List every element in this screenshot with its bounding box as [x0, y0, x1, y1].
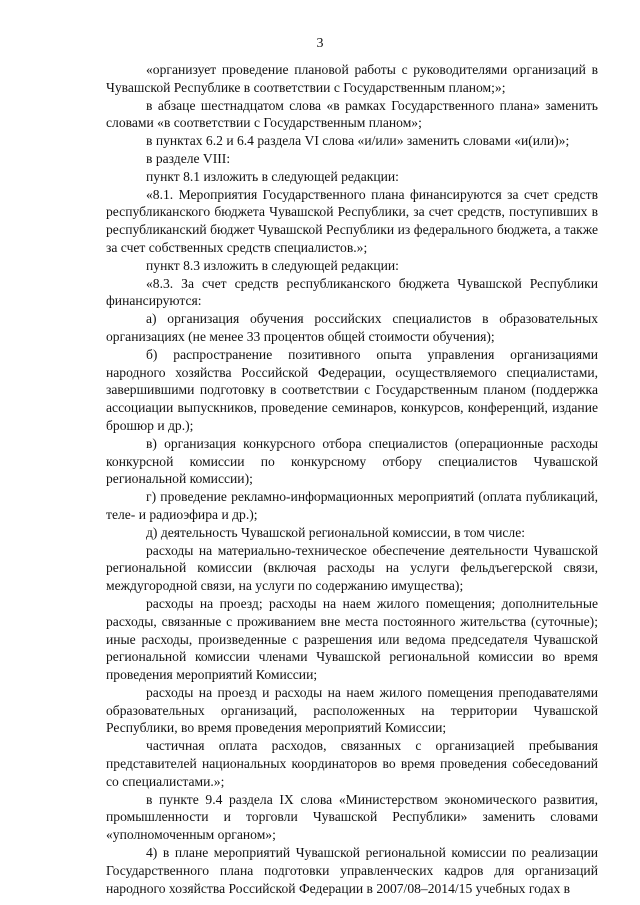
paragraph: в пункте 9.4 раздела IX слова «Министерством экономического развития, промышленности и торговли Чувашской Республики» заменить словами «уполномоченным органом»; — [106, 791, 598, 843]
paragraph: в) организация конкурсного отбора специалистов (операционные расходы конкурсной комиссии по конкурсному отбору специалистов Чувашской региональной комиссии); — [106, 435, 598, 487]
paragraph: расходы на проезд и расходы на наем жилого помещения преподавателями образовательных организаций, расположенных на территории Чувашской Республики, во время проведения мероприятий Комиссии; — [106, 684, 598, 736]
paragraph: «8.1. Мероприятия Государственного плана финансируются за счет средств республиканского бюджета Чувашской Республики, за счет средств, поступивших в республиканский бюджет Чувашской Республики из федерального бюджета, а также за счет собственных средств специалистов.»; — [106, 186, 598, 255]
paragraph: пункт 8.1 изложить в следующей редакции: — [146, 168, 399, 184]
paragraph: «организует проведение плановой работы с руководителями организаций в Чувашской Республике в соответствии с Государственным планом;»; — [106, 62, 598, 95]
paragraph: частичная оплата расходов, связанных с организацией пребывания представителей национальных координаторов во время проведения собеседований со специалистами.»; — [106, 738, 598, 789]
paragraph: расходы на проезд; расходы на наем жилого помещения; дополнительные расходы, связанные с проживанием вне места постоянного жительства (суточные); иные расходы, произведенные с разрешения или ведома председателя Чувашской региональной комиссии членами Чувашской региональной комиссии во время проведения мероприятий Комиссии; — [106, 595, 598, 683]
paragraph: «8.3. За счет средств республиканского бюджета Чувашской Республики финансируются: — [106, 275, 598, 309]
paragraph: г) проведение рекламно-информационных мероприятий (оплата публикаций, теле- и радиоэфира и др.); — [106, 489, 598, 522]
paragraph: в разделе VIII: — [146, 150, 231, 166]
paragraph: д) деятельность Чувашской региональной комиссии, в том числе: — [146, 524, 526, 540]
paragraph: в пунктах 6.2 и 6.4 раздела VI слова «и/или» заменить словами «и(или)»; — [146, 133, 570, 149]
paragraph: пункт 8.3 изложить в следующей редакции: — [146, 257, 399, 273]
paragraph: расходы на материально-техническое обеспечение деятельности Чувашской региональной комиссии (включая расходы на услуги фельдъегерской связи, междугородной связи, на услуги по содержанию имущества); — [106, 542, 598, 594]
paragraph: в абзаце шестнадцатом слова «в рамках Государственного плана» заменить словами «в соответствии с Государственным планом»; — [106, 97, 598, 131]
paragraph: а) организация обучения российских специалистов в образовательных организациях (не менее 33 процентов общей стоимости обучения); — [106, 311, 598, 344]
paragraph: б) распространение позитивного опыта управления организациями народного хозяйства Российской Федерации, осуществляемого специалистами, завершившими подготовку в соответствии с Государственным планом (поддержка ассоциации выпускников, проведение семинаров, конкурсов, конференций, издание брошюр и др.); — [106, 346, 598, 433]
paragraph: 4) в плане мероприятий Чувашской региональной комиссии по реализации Государственного плана подготовки управленческих кадров для организаций народного хозяйства Российской Федерации в 2007/08–2014/15 учебных годах в — [106, 845, 598, 896]
document-body — [106, 61, 598, 897]
page-number: 3 — [316, 36, 324, 51]
